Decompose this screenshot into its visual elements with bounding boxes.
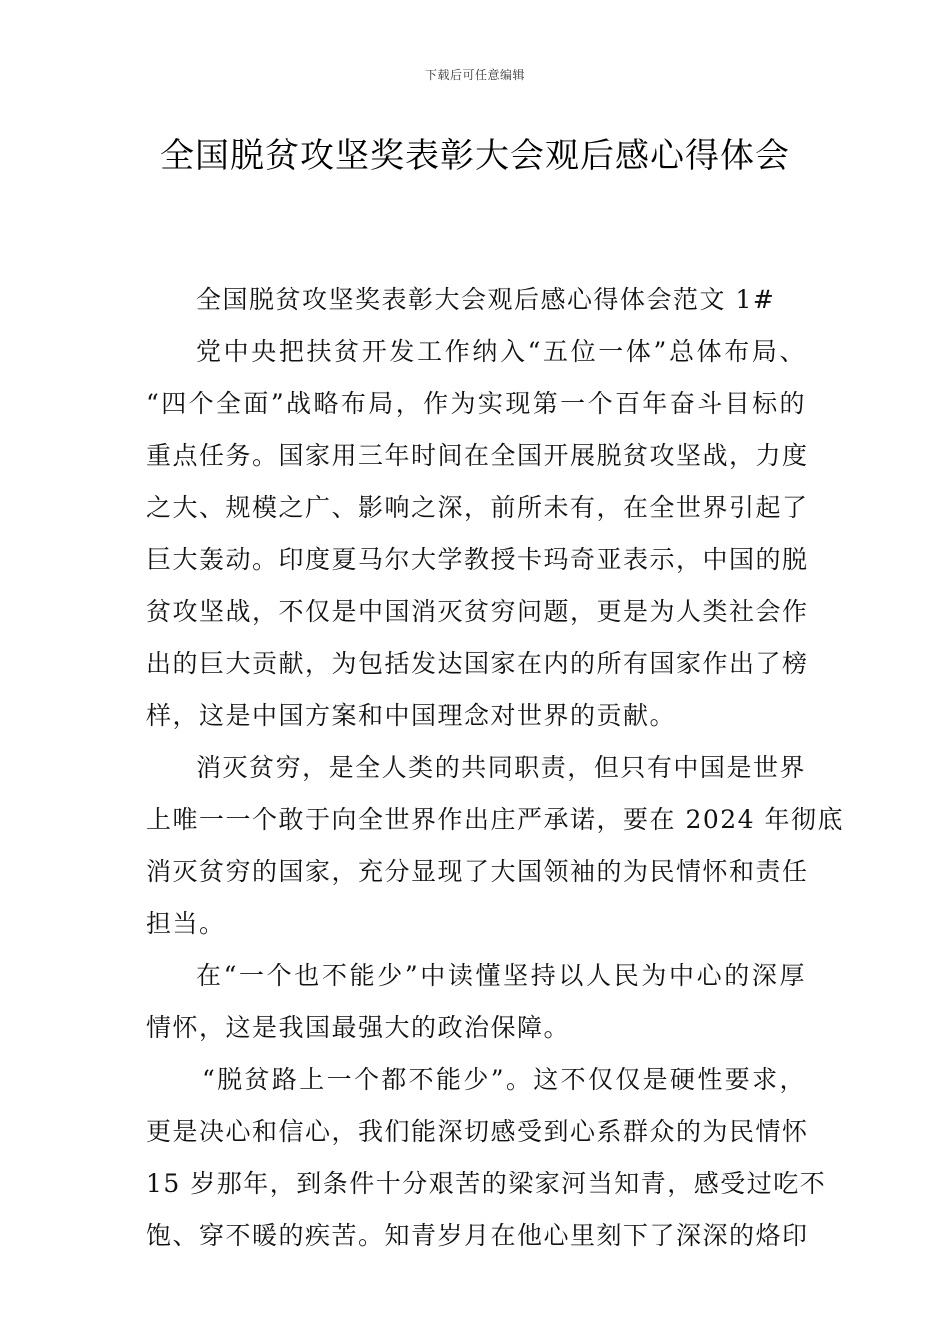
paragraph-line: 饱、穿不暖的疾苦。知青岁月在他心里刻下了深深的烙印 bbox=[146, 1221, 809, 1250]
paragraph-line: 出的巨大贡献，为包括发达国家在内的所有国家作出了榜 bbox=[146, 649, 809, 678]
paragraph-line: 上唯一一个敢于向全世界作出庄严承诺，要在 2024 年彻底 bbox=[146, 805, 845, 834]
paragraph-line: 之大、规模之广、影响之深，前所未有，在全世界引起了 bbox=[146, 493, 809, 522]
paragraph-line: 消灭贫穷，是全人类的共同职责，但只有中国是世界 bbox=[196, 753, 806, 782]
paragraph-line: “脱贫路上一个都不能少”。这不仅仅是硬性要求， bbox=[202, 1065, 806, 1094]
paragraph-line: 在“一个也不能少”中读懂坚持以人民为中心的深厚 bbox=[196, 961, 806, 990]
header-note: 下载后可任意编辑 bbox=[424, 68, 525, 82]
paragraph-line: 15 岁那年，到条件十分艰苦的梁家河当知青，感受过吃不 bbox=[146, 1169, 827, 1198]
paragraph-line: 重点任务。国家用三年时间在全国开展脱贫攻坚战，力度 bbox=[146, 441, 809, 470]
document-title: 全国脱贫攻坚奖表彰大会观后感心得体会 bbox=[160, 136, 790, 176]
document-body bbox=[146, 277, 845, 1265]
paragraph-line: 情怀，这是我国最强大的政治保障。 bbox=[146, 1013, 571, 1042]
section-heading: 全国脱贫攻坚奖表彰大会观后感心得体会范文 1# bbox=[196, 285, 776, 314]
paragraph-line: 党中央把扶贫开发工作纳入“五位一体”总体布局、 bbox=[196, 337, 806, 366]
paragraph-line: 样，这是中国方案和中国理念对世界的贡献。 bbox=[146, 701, 677, 730]
paragraph-line: 巨大轰动。印度夏马尔大学教授卡玛奇亚表示，中国的脱 bbox=[146, 545, 809, 574]
paragraph-line: 担当。 bbox=[146, 909, 226, 938]
paragraph-line: 贫攻坚战，不仅是中国消灭贫穷问题，更是为人类社会作 bbox=[146, 597, 809, 626]
paragraph-line: 消灭贫穷的国家，充分显现了大国领袖的为民情怀和责任 bbox=[146, 857, 809, 886]
paragraph-line: 更是决心和信心，我们能深切感受到心系群众的为民情怀 bbox=[146, 1117, 809, 1146]
paragraph-line: “四个全面”战略布局，作为实现第一个百年奋斗目标的 bbox=[146, 389, 806, 418]
